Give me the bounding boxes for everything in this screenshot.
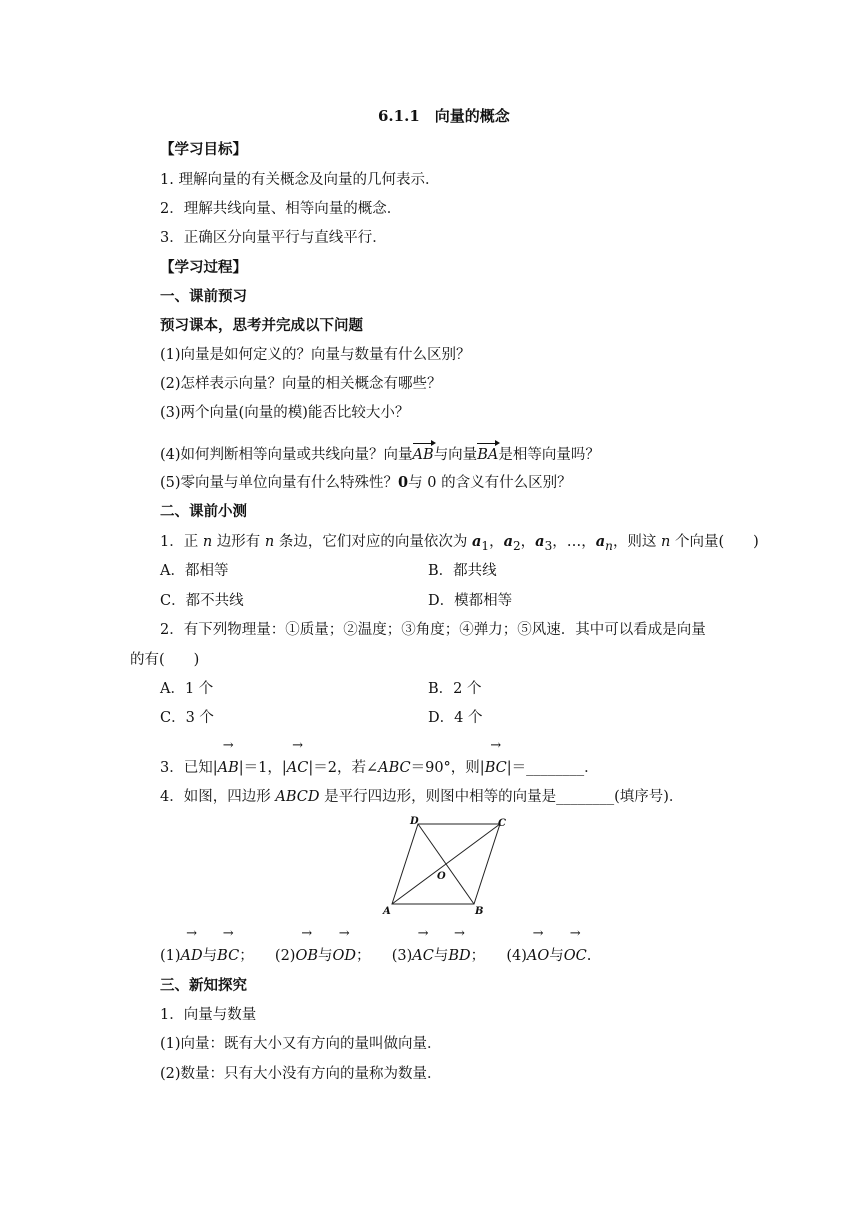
problem-3: 3．已知| → AB|＝1，| → AC|＝2，若∠ABC＝90°，则| → BC|＝________．	[160, 738, 599, 776]
option-3: (3) → AC与 → BD；	[391, 926, 486, 964]
section-heading: 二、课前小测	[160, 503, 247, 520]
option-item: C．3 个	[160, 710, 214, 726]
vector-arrow: →	[222, 738, 234, 753]
process-heading: 【学习过程】	[160, 259, 247, 276]
option-item: C．都不共线	[160, 593, 244, 609]
goal-item: 2．理解共线向量、相等向量的概念．	[160, 201, 402, 217]
goals-heading: 【学习目标】	[160, 141, 247, 158]
vector-arrow: →	[292, 738, 303, 753]
problem-2-cont: 的有( )	[130, 652, 200, 668]
vector-ba: BA	[477, 443, 498, 465]
option-1: (1) → AD与 → BC；	[160, 926, 254, 964]
figure-label-a: A	[383, 906, 391, 917]
problem-2: 2．有下列物理量：①质量；②温度；③角度；④弹力；⑤风速．其中可以看成是向量	[160, 622, 706, 638]
figure-label-o: O	[437, 871, 446, 882]
option-2: (2) → OB与 → OD；	[274, 926, 371, 964]
option-item: D．4 个	[428, 710, 483, 726]
option-item: B．2 个	[428, 681, 482, 697]
question-item: (2)怎样表示向量？向量的相关概念有哪些？	[160, 376, 442, 392]
problem-1: 1．正 n 边形有 n 条边，它们对应的向量依次为 $a_1$，$a_2$，$a_3$，…，$a_n$，则这 n 个向量( )	[160, 533, 759, 553]
body-text: (2)数量：只有大小没有方向的量称为数量．	[160, 1066, 442, 1082]
option-item: A．都相等	[160, 563, 229, 579]
body-text: (1)向量：既有大小又有方向的量叫做向量．	[160, 1036, 442, 1052]
figure-label-c: C	[498, 818, 506, 829]
question-item: (1)向量是如何定义的？向量与数量有什么区别？	[160, 347, 471, 363]
problem-4-options	[160, 926, 592, 966]
goal-item: 3．正确区分向量平行与直线平行．	[160, 230, 387, 246]
option-4: (4) → AO与 → OC.	[506, 926, 592, 964]
page-title: 6.1.1 向量的概念	[378, 107, 510, 125]
question-item: (5)零向量与单位向量有什么特殊性？0与 0 的含义有什么区别？	[160, 474, 572, 491]
option-item: B．都共线	[428, 563, 497, 579]
option-item: A．1 个	[160, 681, 214, 697]
body-text: 1．向量与数量	[160, 1007, 257, 1023]
section-heading: 一、课前预习	[160, 288, 247, 305]
problem-4: 4．如图，四边形 ABCD 是平行四边形，则图中相等的向量是________(填序号)．	[160, 789, 684, 805]
preview-intro: 预习课本，思考并完成以下问题	[160, 317, 363, 334]
figure-label-b: B	[475, 906, 484, 917]
option-item: D．模都相等	[428, 593, 513, 609]
question-item: (4)如何判断相等向量或共线向量？向量AB与向量BA是相等向量吗？	[160, 443, 600, 465]
vector-arrow: →	[490, 738, 502, 753]
figure-label-d: D	[410, 816, 419, 827]
section-heading: 三、新知探究	[160, 977, 247, 994]
parallelogram-figure	[380, 812, 510, 920]
question-item: (3)两个向量(向量的模)能否比较大小？	[160, 405, 410, 421]
goal-item: 1. 理解向量的有关概念及向量的几何表示．	[160, 172, 440, 188]
vector-ab: AB	[413, 443, 434, 465]
